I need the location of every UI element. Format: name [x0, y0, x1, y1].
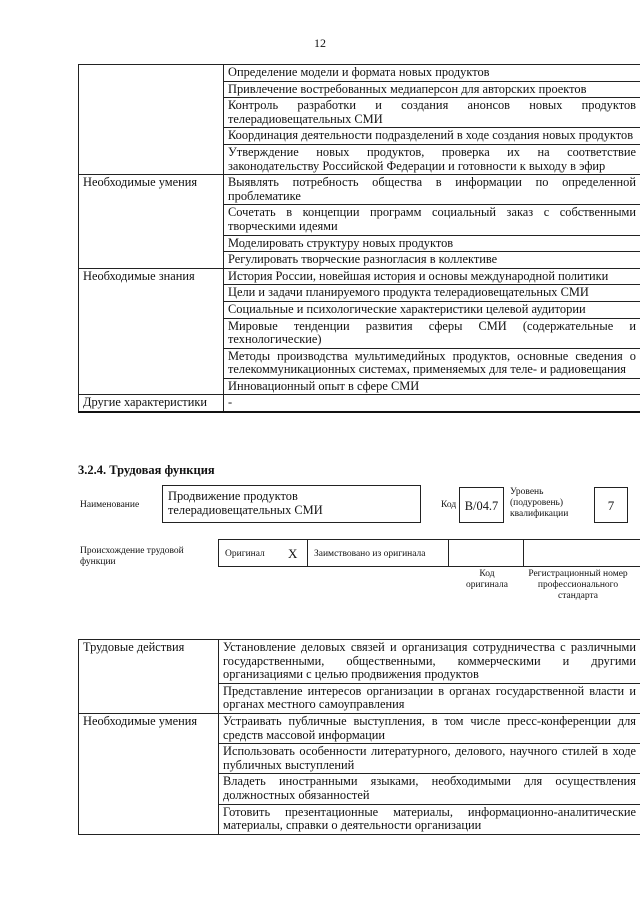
requirement-cell: Социальные и психологические характеристики целевой аудитории: [224, 301, 640, 318]
requirement-cell: Контроль разработки и создания анонсов новых продуктов телерадиовещательных СМИ: [224, 98, 640, 128]
requirement-cell: Привлечение востребованных медиаперсон для авторских проектов: [224, 81, 640, 98]
requirement-cell: Инновационный опыт в сфере СМИ: [224, 378, 640, 395]
code-label: Код: [441, 500, 457, 510]
reg-number-cell: [523, 539, 640, 567]
level-value-box: [594, 487, 628, 523]
requirement-cell: Цели и задачи планируемого продукта телерадиовещательных СМИ: [224, 285, 640, 302]
table-row: [79, 395, 640, 412]
code-original-caption: Код оригинала: [466, 569, 508, 590]
requirement-cell: Сочетать в концепции программ социальный заказ с собственными творческими идеями: [224, 205, 640, 235]
origin-label: Происхождение трудовой функции: [80, 546, 184, 567]
section-title: 3.2.4. Трудовая функция: [78, 463, 215, 477]
requirement-cell: Использовать особенности литературного, делового, научного стилей в ходе публичных выступлений: [219, 744, 640, 774]
requirement-cell: Готовить презентационные материалы, информационно-аналитические материалы, справки о деятельности организации: [219, 804, 640, 834]
requirement-cell: Выявлять потребность общества в информации по определенной проблематике: [224, 175, 640, 205]
requirement-cell: Мировые тенденции развития сферы СМИ (содержательные и технологические): [224, 318, 640, 348]
requirement-cell: Определение модели и формата новых продуктов: [224, 65, 640, 82]
borrowed-cell: [307, 539, 449, 567]
borrowed-label: Заимствовано из оригинала: [314, 549, 426, 559]
reg-number-caption: Регистрационный номер профессионального стандарта: [528, 569, 628, 601]
original-label: Оригинал: [225, 549, 265, 559]
requirements-table-top: [78, 64, 640, 413]
name-label: Наименование: [80, 500, 140, 510]
requirement-cell: Установление деловых связей и организация сотрудничества с различными государственными, общественными, коммерческими и другими организациями с целью продвижения продуктов: [219, 640, 640, 684]
row-group-label: Необходимые знания: [79, 268, 224, 395]
row-group-label: Другие характеристики: [79, 395, 224, 412]
table-row: [79, 65, 640, 82]
original-cell: [218, 539, 308, 567]
requirement-cell: Владеть иностранными языками, необходимыми для осуществления должностных обязанностей: [219, 774, 640, 804]
table-row: [79, 713, 640, 743]
page-number: 12: [314, 36, 326, 50]
requirement-cell: История России, новейшая история и основы международной политики: [224, 268, 640, 285]
code-original-cell: [448, 539, 524, 567]
requirement-cell: Представление интересов организации в органах государственной власти и органах местного самоуправления: [219, 683, 640, 713]
row-group-label: Трудовые действия: [79, 640, 219, 714]
function-name-box: [162, 485, 421, 523]
row-group-label: Необходимые умения: [79, 175, 224, 269]
requirement-cell: Методы производства мультимедийных продуктов, основные сведения о телекоммуникационных системах, применяемых для теле- и радиовещания: [224, 348, 640, 378]
row-group-label: [79, 65, 224, 175]
level-label: Уровень (подуровень) квалификации: [510, 487, 569, 519]
requirement-cell: Устраивать публичные выступления, в том числе пресс-конференции для средств массовой информации: [219, 713, 640, 743]
requirement-cell: Координация деятельности подразделений в ходе создания новых продуктов: [224, 128, 640, 145]
code-value-box: [459, 487, 504, 523]
table-row: [79, 175, 640, 205]
code-value: B/04.7: [464, 499, 499, 513]
requirement-cell: -: [224, 395, 640, 412]
requirements-table-bottom: [78, 639, 640, 835]
original-mark: X: [288, 546, 298, 561]
level-value: 7: [607, 498, 615, 513]
function-name-value: Продвижение продуктов телерадиовещательных СМИ: [168, 489, 323, 517]
table-row: [79, 268, 640, 285]
requirement-cell: Утверждение новых продуктов, проверка их на соответствие законодательству Российской Федерации и готовности к выходу в эфир: [224, 144, 640, 174]
row-group-label: Необходимые умения: [79, 713, 219, 834]
requirement-cell: Регулировать творческие разногласия в коллективе: [224, 252, 640, 269]
requirement-cell: Моделировать структуру новых продуктов: [224, 235, 640, 252]
table-row: [79, 640, 640, 684]
